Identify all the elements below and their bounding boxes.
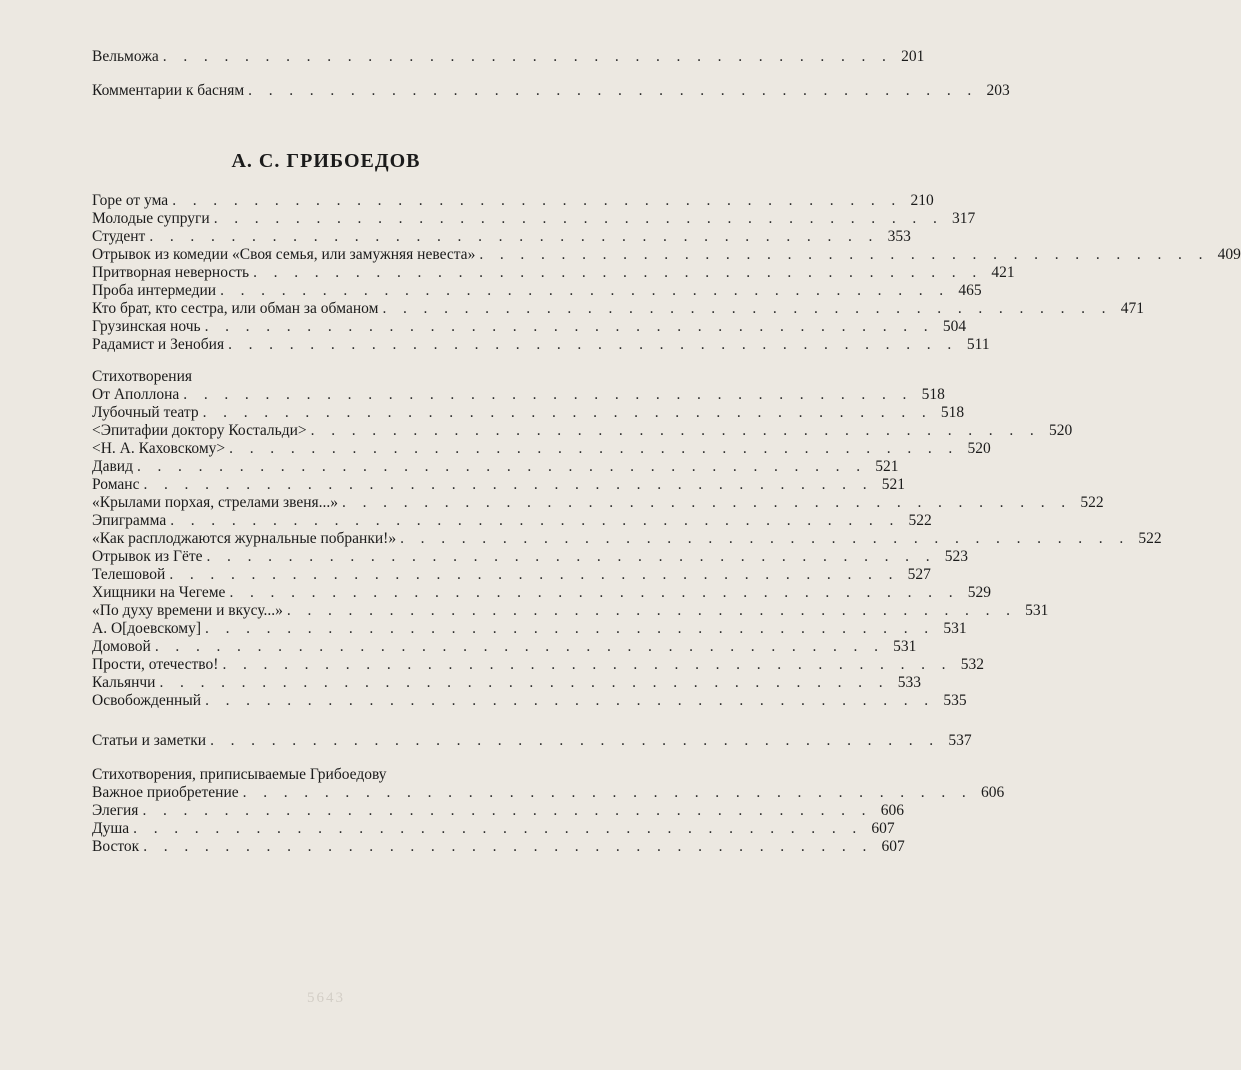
toc-entry bbox=[92, 548, 969, 566]
entry-title: Грузинская ночь bbox=[92, 318, 201, 335]
leader-dots: . . . . . . . . . . . . . . . . . . . . . . . . . . . . . . . . . . . . bbox=[205, 620, 935, 637]
entry-page: 522 bbox=[1080, 494, 1104, 511]
entry-page: 522 bbox=[1138, 530, 1162, 547]
leader-dots: . . . . . . . . . . . . . . . . . . . . . . . . . . . . . . . . . . . . bbox=[142, 802, 872, 819]
toc-entry bbox=[92, 422, 1073, 440]
entry-title: Освобожденный bbox=[92, 692, 202, 709]
leader-dots: . . . . . . . . . . . . . . . . . . . . . . . . . . . . . . . . . . . . bbox=[143, 838, 873, 855]
toc-entry bbox=[92, 404, 965, 422]
toc-entry bbox=[92, 282, 982, 300]
entry-page: 520 bbox=[967, 440, 991, 457]
entry-page: 518 bbox=[921, 386, 945, 403]
toc-entry bbox=[92, 820, 895, 838]
toc-entry bbox=[92, 692, 967, 710]
leader-dots: . . . . . . . . . . . . . . . . . . . . . . . . . . . . . . . . . . . . bbox=[183, 386, 913, 403]
entry-title: Молодые супруги bbox=[92, 210, 210, 227]
leader-dots: . . . . . . . . . . . . . . . . . . . . . . . . . . . . . . . . . . . . bbox=[286, 602, 1017, 619]
leader-dots: . . . . . . . . . . . . . . . . . . . . . . . . . . . . . . . . . . . . bbox=[170, 512, 900, 529]
entry-title: Прости, отечество! bbox=[92, 656, 219, 673]
section-heading-poems: Стихотворения bbox=[92, 368, 192, 385]
entry-page: 607 bbox=[881, 838, 905, 855]
toc-entry bbox=[92, 584, 991, 602]
entry-page: 210 bbox=[910, 192, 934, 209]
toc-entry bbox=[92, 802, 904, 820]
entry-page: 521 bbox=[881, 476, 905, 493]
entry-title: Кальянчи bbox=[92, 674, 156, 691]
entry-title: <Эпитафии доктору Костальди> bbox=[92, 422, 307, 439]
entry-page: 201 bbox=[901, 48, 925, 65]
toc-entry bbox=[92, 566, 931, 584]
entry-title: От Аполлона bbox=[92, 386, 180, 403]
entry-title: Горе от ума bbox=[92, 192, 169, 209]
leader-dots: . . . . . . . . . . . . . . . . . . . . . . . . . . . . . . . . . . . . bbox=[479, 246, 1209, 263]
entry-title: Эпиграмма bbox=[92, 512, 167, 529]
toc-entry bbox=[92, 494, 1104, 512]
entry-page: 523 bbox=[944, 548, 969, 565]
entry-title: Проба интермедии bbox=[92, 282, 217, 299]
leader-dots: . . . . . . . . . . . . . . . . . . . . . . . . . . . . . . . . . . . . bbox=[154, 638, 885, 655]
leader-dots: . . . . . . . . . . . . . . . . . . . . . . . . . . . . . . . . . . . . bbox=[143, 476, 873, 493]
entry-title: «Как расплоджаются журнальные побранки!» bbox=[92, 530, 397, 547]
leader-dots: . . . . . . . . . . . . . . . . . . . . . . . . . . . . . . . . . . . . bbox=[206, 548, 937, 565]
section-heading-attributed: Стихотворения, приписываемые Грибоедову bbox=[92, 766, 387, 783]
leader-dots: . . . . . . . . . . . . . . . . . . . . . . . . . . . . . . . . . . . . bbox=[204, 318, 935, 335]
entry-title: Отрывок из комедии «Своя семья, или замужняя невеста» bbox=[92, 246, 476, 263]
entry-title: Отрывок из Гёте bbox=[92, 548, 203, 565]
entry-page: 529 bbox=[967, 584, 991, 601]
leader-dots: . . . . . . . . . . . . . . . . . . . . . . . . . . . . . . . . . . . . bbox=[133, 820, 863, 837]
leader-dots: . . . . . . . . . . . . . . . . . . . . . . . . . . . . . . . . . . . . bbox=[162, 48, 893, 65]
entry-page: 533 bbox=[897, 674, 921, 691]
toc-entry bbox=[92, 192, 934, 210]
author-heading: А. С. ГРИБОЕДОВ bbox=[231, 150, 421, 172]
leader-dots: . . . . . . . . . . . . . . . . . . . . . . . . . . . . . . . . . . . . bbox=[136, 458, 867, 475]
entry-page: 203 bbox=[986, 82, 1010, 99]
entry-page: 520 bbox=[1048, 422, 1073, 439]
entry-title: Домовой bbox=[92, 638, 151, 655]
leader-dots: . . . . . . . . . . . . . . . . . . . . . . . . . . . . . . . . . . . . bbox=[159, 674, 889, 691]
leader-dots: . . . . . . . . . . . . . . . . . . . . . . . . . . . . . . . . . . . . bbox=[242, 784, 973, 801]
entry-title: Давид bbox=[92, 458, 133, 475]
toc-entry bbox=[92, 440, 991, 458]
toc-entry bbox=[92, 656, 984, 674]
entry-page: 535 bbox=[943, 692, 967, 709]
entry-title: Восток bbox=[92, 838, 140, 855]
entry-title: Статьи и заметки bbox=[92, 732, 207, 749]
entry-title: Вельможа bbox=[92, 48, 159, 65]
entry-page: 607 bbox=[871, 820, 895, 837]
entry-title: Телешовой bbox=[92, 566, 166, 583]
entry-title: Хищники на Чегеме bbox=[92, 584, 226, 601]
entry-page: 518 bbox=[940, 404, 965, 421]
entry-title: Душа bbox=[92, 820, 130, 837]
entry-title: Радамист и Зенобия bbox=[92, 336, 225, 353]
page-mark: 5643 bbox=[307, 990, 345, 1006]
entry-page: 606 bbox=[980, 784, 1005, 801]
leader-dots: . . . . . . . . . . . . . . . . . . . . . . . . . . . . . . . . . . . . bbox=[213, 210, 944, 227]
entry-page: 521 bbox=[875, 458, 899, 475]
entry-page: 537 bbox=[948, 732, 972, 749]
leader-dots: . . . . . . . . . . . . . . . . . . . . . . . . . . . . . . . . . . . . bbox=[342, 494, 1072, 511]
leader-dots: . . . . . . . . . . . . . . . . . . . . . . . . . . . . . . . . . . . . bbox=[149, 228, 879, 245]
toc-entry bbox=[92, 82, 1010, 100]
toc-entry bbox=[92, 336, 990, 354]
toc-entry bbox=[92, 458, 899, 476]
entry-page: 532 bbox=[960, 656, 984, 673]
leader-dots: . . . . . . . . . . . . . . . . . . . . . . . . . . . . . . . . . . . . bbox=[382, 300, 1112, 317]
entry-page: 531 bbox=[943, 620, 967, 637]
toc-entry bbox=[92, 732, 972, 750]
toc-entry bbox=[92, 674, 921, 692]
leader-dots: . . . . . . . . . . . . . . . . . . . . . . . . . . . . . . . . . . . . bbox=[222, 656, 952, 673]
leader-dots: . . . . . . . . . . . . . . . . . . . . . . . . . . . . . . . . . . . . bbox=[248, 82, 978, 99]
leader-dots: . . . . . . . . . . . . . . . . . . . . . . . . . . . . . . . . . . . . bbox=[205, 692, 935, 709]
toc-entry bbox=[92, 300, 1144, 318]
leader-dots: . . . . . . . . . . . . . . . . . . . . . . . . . . . . . . . . . . . . bbox=[228, 336, 958, 353]
leader-dots: . . . . . . . . . . . . . . . . . . . . . . . . . . . . . . . . . . . . bbox=[169, 566, 899, 583]
toc-entry bbox=[92, 838, 905, 856]
leader-dots: . . . . . . . . . . . . . . . . . . . . . . . . . . . . . . . . . . . . bbox=[229, 440, 959, 457]
entry-page: 531 bbox=[893, 638, 917, 655]
entry-title: Кто брат, кто сестра, или обман за обманом bbox=[92, 300, 379, 317]
entry-title: Студент bbox=[92, 228, 146, 245]
entry-title: А. О[доевскому] bbox=[92, 620, 202, 637]
entry-title: Элегия bbox=[92, 802, 139, 819]
entry-page: 504 bbox=[942, 318, 967, 335]
leader-dots: . . . . . . . . . . . . . . . . . . . . . . . . . . . . . . . . . . . . bbox=[253, 264, 983, 281]
entry-page: 409 bbox=[1217, 246, 1241, 263]
leader-dots: . . . . . . . . . . . . . . . . . . . . . . . . . . . . . . . . . . . . bbox=[310, 422, 1041, 439]
entry-title: «По духу времени и вкусу...» bbox=[92, 602, 283, 619]
entry-page: 471 bbox=[1120, 300, 1144, 317]
entry-title: <Н. А. Каховскому> bbox=[92, 440, 226, 457]
entry-title: Лубочный театр bbox=[92, 404, 199, 421]
toc-entry bbox=[92, 210, 976, 228]
toc-entry bbox=[92, 512, 932, 530]
leader-dots: . . . . . . . . . . . . . . . . . . . . . . . . . . . . . . . . . . . . bbox=[220, 282, 950, 299]
toc-entry bbox=[92, 620, 967, 638]
toc-entry bbox=[92, 784, 1005, 802]
toc-entry bbox=[92, 638, 917, 656]
toc-entry bbox=[92, 530, 1162, 548]
toc-entry bbox=[92, 318, 967, 336]
entry-page: 527 bbox=[907, 566, 931, 583]
toc-entry bbox=[92, 476, 905, 494]
leader-dots: . . . . . . . . . . . . . . . . . . . . . . . . . . . . . . . . . . . . bbox=[210, 732, 940, 749]
entry-page: 522 bbox=[908, 512, 932, 529]
entry-page: 531 bbox=[1025, 602, 1049, 619]
entry-page: 421 bbox=[991, 264, 1015, 281]
leader-dots: . . . . . . . . . . . . . . . . . . . . . . . . . . . . . . . . . . . . bbox=[229, 584, 959, 601]
entry-page: 511 bbox=[966, 336, 990, 353]
leader-dots: . . . . . . . . . . . . . . . . . . . . . . . . . . . . . . . . . . . . bbox=[172, 192, 902, 209]
entry-page: 317 bbox=[951, 210, 976, 227]
toc-entry bbox=[92, 264, 1015, 282]
toc-entry bbox=[92, 48, 925, 66]
leader-dots: . . . . . . . . . . . . . . . . . . . . . . . . . . . . . . . . . . . . bbox=[202, 404, 933, 421]
entry-title: Притворная неверность bbox=[92, 264, 250, 281]
toc-entry bbox=[92, 602, 1049, 620]
entry-title: Романс bbox=[92, 476, 140, 493]
toc-entry bbox=[92, 386, 945, 404]
entry-title: Важное приобретение bbox=[92, 784, 239, 801]
toc-entry bbox=[92, 246, 1241, 264]
toc-entry bbox=[92, 228, 911, 246]
entry-title: «Крылами порхая, стрелами звеня...» bbox=[92, 494, 339, 511]
leader-dots: . . . . . . . . . . . . . . . . . . . . . . . . . . . . . . . . . . . . bbox=[400, 530, 1130, 547]
entry-page: 606 bbox=[880, 802, 904, 819]
entry-page: 353 bbox=[887, 228, 911, 245]
entry-page: 465 bbox=[958, 282, 982, 299]
entry-title: Комментарии к басням bbox=[92, 82, 245, 99]
